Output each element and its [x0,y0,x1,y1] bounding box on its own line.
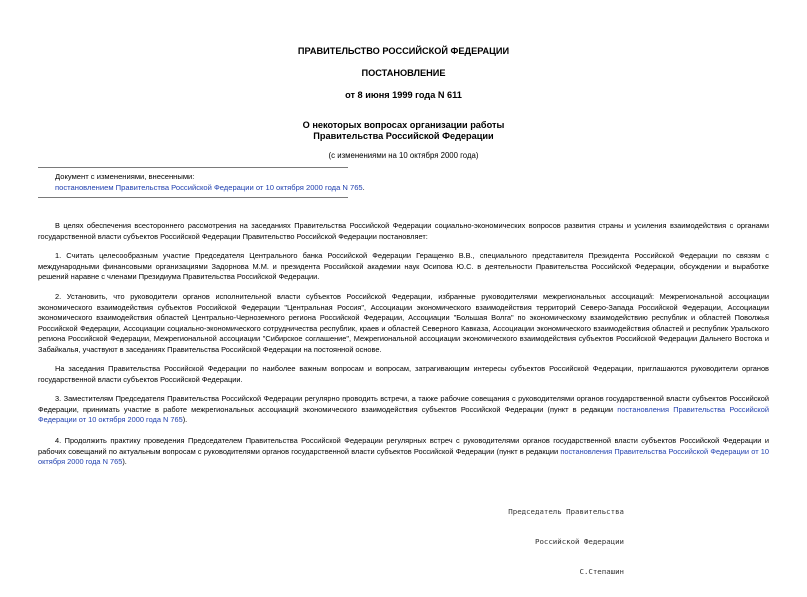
changes-note: (с изменениями на 10 октября 2000 года) [328,151,479,160]
document-title-line-2: Правительства Российской Федерации [313,131,494,141]
doc-box-bottom-rule [38,197,348,198]
paragraph-3 [38,394,769,426]
signature-name: С.Степашин [579,567,624,576]
paragraph-1: 1. Считать целесообразным участие Председателя Центрального банка Российской Федерации Геращенко В.В., специального представителя Президента Российской Федерации по связям с международными финансовыми организациями Задорнова М.М. и президента Российской академии наук Осипова Ю.С. в деятельности Правительства Российской Федерации, обсуждении и выработке решений наравне с членами Президиума Правительства Российской Федерации. [38,251,769,282]
paragraph-3-suffix: ). [182,415,188,425]
document-title-line-1: О некоторых вопросах организации работы [302,120,505,130]
signature-position: Председатель Правительства [508,507,624,516]
paragraph-4 [38,436,769,468]
amendment-link[interactable]: постановлением Правительства Российской Федерации от 10 октября 2000 года N 765 [55,183,363,192]
amendment-suffix: . [362,183,365,192]
paragraph-3-text: 3. Заместителям Председателя Правительства Российской Федерации регулярно проводить встречи, а также рабочие совещания с руководителями органов государственной власти субъектов Российской Федерации, принимать участие в работе межрегиональных ассоциаций экономического взаимодействия субъектов Российской Федерации (пункт в редакции [38,394,769,414]
paragraph-4-link[interactable]: постановления Правительства Российской Федерации от 10 октября 2000 года N 765 [38,446,770,467]
doc-box-top-rule [38,167,348,168]
signature-government: Российской Федерации [535,537,624,546]
signature-block [508,487,624,597]
document-date-number: от 8 июня 1999 года N 611 [345,90,462,100]
paragraph-4-text: 4. Продолжить практику проведения Председателем Правительства Российской Федерации регулярных встреч с руководителями органов государственной власти субъектов Российской Федерации и рабочих совещаний по актуальным вопросам с руководителями органов государственной власти субъектов Российской Федерации (пункт в редакции [38,436,769,456]
document-type: ПОСТАНОВЛЕНИЕ [361,68,446,78]
issuing-authority: ПРАВИТЕЛЬСТВО РОССИЙСКОЙ ФЕДЕРАЦИИ [297,46,510,56]
doc-box-label: Документ с изменениями, внесенными: [55,172,195,181]
doc-box-amendment [55,183,365,193]
paragraph-3-link[interactable]: постановления Правительства Российской Федерации от 10 октября 2000 года N 765 [38,404,769,425]
paragraph-2-continuation: На заседания Правительства Российской Федерации по наиболее важным вопросам и вопросам, затрагивающим интересы субъектов Российской Федерации, приглашаются руководители органов государственной власти субъектов Российской Федерации. [38,364,769,384]
intro-paragraph: В целях обеспечения всестороннего рассмотрения на заседаниях Правительства Российской Федерации социально-экономических вопросов развития страны и усиления взаимодействия с органами государственной власти субъектов Российской Федерации Правительство Российской Федерации постановляет: [38,221,769,241]
paragraph-2: 2. Установить, что руководители органов исполнительной власти субъектов Российской Федерации, избранные руководителями межрегиональных ассоциаций: Межрегиональной ассоциации экономического взаимодействия субъектов Российской Федерации "Центральная Россия", Ассоциации экономического взаимодействия территорий Северо-Запада Российской Федерации, Ассоциации экономического взаимодействия областей Центрально-Черноземного региона Российской Федерации, Ассоциации "Большая Волга" по экономическому взаимодействию республик и областей Поволжья Российской Федерации, Ассоциации социально-экономического сотрудничества республик, краев и областей Северного Кавказа, Ассоциации экономического взаимодействия областей и республик Уральского региона Российской Федерации, Межрегиональной ассоциации "Сибирское соглашение", Межрегиональной ассоциации экономического взаимодействия субъектов Российской Федерации Дальнего Востока и Забайкалья, участвуют в заседаниях Правительства Российской Федерации на постоянной основе. [38,292,769,354]
paragraph-4-suffix: ). [122,457,127,467]
